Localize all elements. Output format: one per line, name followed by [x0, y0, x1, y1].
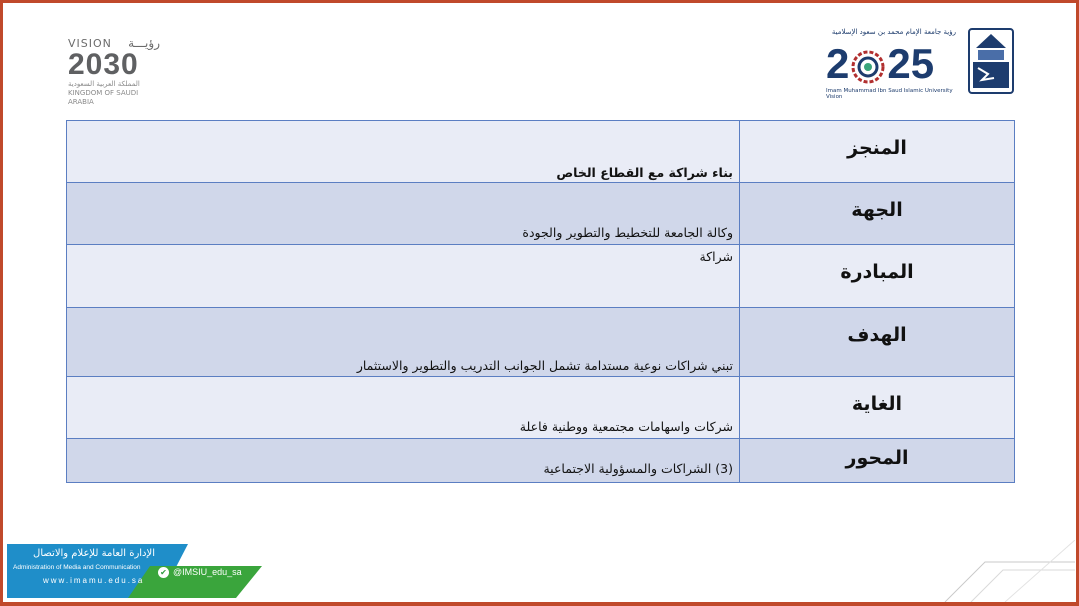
- university-year-left: 2: [826, 40, 850, 87]
- university-year-right: 25: [887, 40, 935, 87]
- row-label: المنجز: [740, 121, 1015, 183]
- emblem-zero-icon: [850, 49, 886, 85]
- footer: [0, 540, 1079, 602]
- dept-en-name: Administration of Media and Communication: [13, 564, 141, 571]
- row-value-text: (3) الشراكات والمسؤولية الاجتماعية: [543, 461, 733, 476]
- row-value: [67, 308, 740, 377]
- university-ar-line: رؤية جامعة الإمام محمد بن سعود الإسلامية: [831, 28, 956, 36]
- row-label: المبادرة: [740, 245, 1015, 308]
- vision-year: 2030: [68, 48, 139, 81]
- row-value-text: شركات واسهامات مجتمعية ووطنية فاعلة: [519, 419, 733, 434]
- table-row: [67, 183, 1015, 245]
- table-row: [67, 121, 1015, 183]
- row-value: [67, 439, 740, 483]
- row-value: [67, 121, 740, 183]
- dept-ar-name: الإدارة العامة للإعلام والاتصال: [33, 548, 155, 559]
- table-row: [67, 308, 1015, 377]
- vision-en-kingdom: KINGDOM OF SAUDI ARABIA: [68, 89, 139, 106]
- row-label: الجهة: [740, 183, 1015, 245]
- footer-decorative-lines: [925, 540, 1075, 602]
- row-value: [67, 245, 740, 308]
- row-value: [67, 183, 740, 245]
- table-row: [67, 377, 1015, 439]
- university-en-line: Imam Muhammad Ibn Saud Islamic University Vision: [826, 88, 953, 100]
- table-row: [67, 439, 1015, 483]
- row-value-text: وكالة الجامعة للتخطيط والتطوير والجودة: [522, 225, 733, 240]
- row-value: [67, 377, 740, 439]
- vision-ar-word: رؤيـــة: [128, 36, 160, 50]
- website-link[interactable]: www.imamu.edu.sa: [43, 576, 145, 585]
- row-value-text: تبني شراكات نوعية مستدامة تشمل الجوانب التدريب والتطوير والاستثمار: [356, 358, 733, 373]
- row-value-text: شراكة: [699, 249, 733, 264]
- university-2025-logo: [826, 28, 1016, 98]
- table-row: [67, 245, 1015, 308]
- row-label: الغاية: [740, 377, 1015, 439]
- initiative-info-table: [66, 120, 1015, 483]
- vision-2030-logo: [68, 36, 160, 106]
- twitter-handle[interactable]: [158, 567, 242, 578]
- university-year: [826, 42, 934, 86]
- vision-en-word: VISION: [68, 36, 112, 50]
- university-crest-icon: [968, 28, 1014, 94]
- vision-ar-kingdom: المملكة العربية السعودية: [68, 80, 140, 88]
- row-label: المحور: [740, 439, 1015, 483]
- twitter-handle-text: @IMSIU_edu_sa: [173, 567, 242, 577]
- twitter-icon: ✔: [158, 567, 169, 578]
- row-value-text: بناء شراكة مع القطاع الخاص: [556, 165, 733, 180]
- row-label: الهدف: [740, 308, 1015, 377]
